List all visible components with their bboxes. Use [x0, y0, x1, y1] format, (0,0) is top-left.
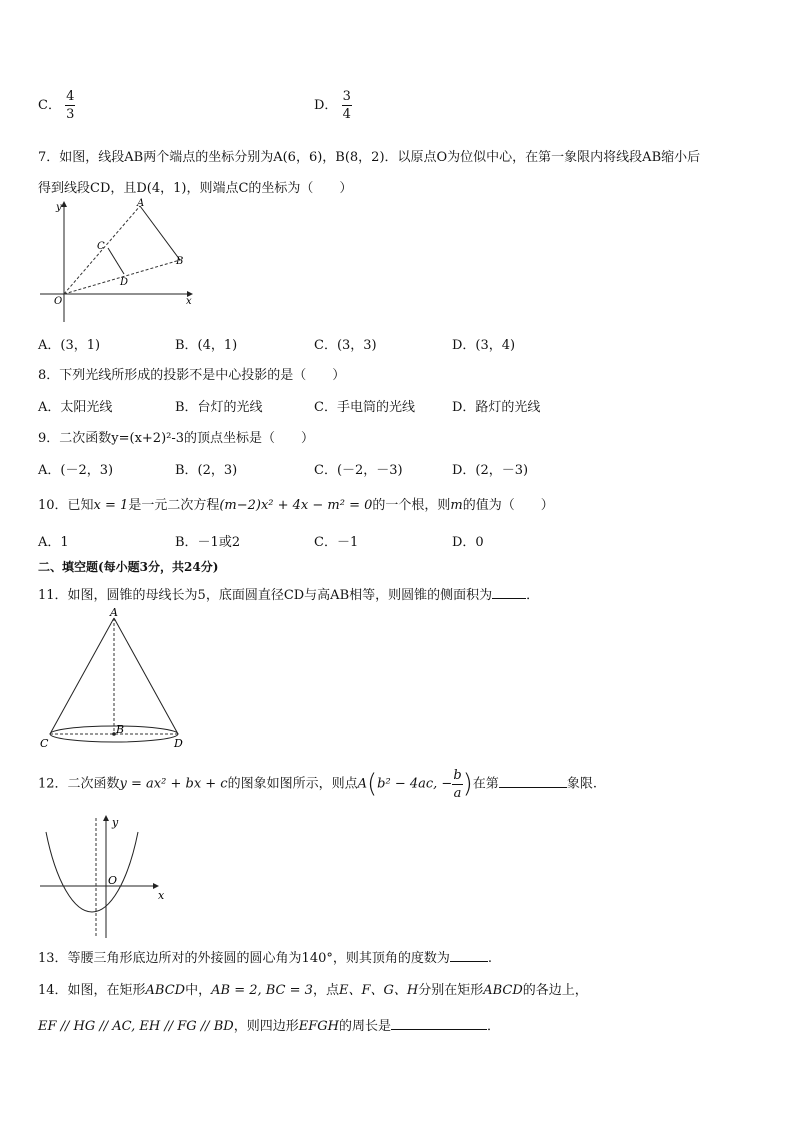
q9-option-a: A．(－2，3): [38, 463, 114, 478]
q7-label-o: O: [54, 296, 63, 307]
q11-slant-left: [50, 618, 114, 734]
q12-eq: y = ax² + bx + c: [119, 776, 228, 792]
q9-question: 9．二次函数y=(x+2)²-3的顶点坐标是（ ）: [38, 431, 315, 446]
q7-label-b: B: [176, 256, 184, 267]
q9-option-d: D．(2，－3): [452, 463, 529, 478]
q11-slant-right: [114, 618, 178, 734]
q13-question: 13．等腰三角形底边所对的外接圆的圆心角为140°，则其顶角的度数为 .: [38, 951, 492, 966]
q11-label-d: D: [174, 737, 183, 750]
q12-label-o: O: [108, 874, 118, 887]
q11-label-b: B: [116, 723, 125, 736]
q10-option-c: C．－1: [314, 535, 359, 550]
q9-option-b: B．(2，3): [175, 463, 238, 478]
q7-figure: [34, 198, 204, 328]
q7-label-x: x: [186, 296, 192, 307]
q6-option-d-fraction: $\frac{3}{4}$: [342, 89, 351, 122]
q8-option-c: C．手电筒的光线: [314, 400, 415, 415]
q7-label-d: D: [120, 277, 129, 288]
q12-parabola: [46, 832, 138, 912]
q10-eq2: (m−2)x² + 4x − m² = 0: [219, 498, 373, 513]
q13-answer-blank[interactable]: [450, 961, 488, 962]
q7-label-c: C: [97, 241, 105, 252]
q12-question: 12．二次函数y = ax² + bx + c的图象如图所示，则点A(b² − 4ac, − $\frac{b}{a}$ )在第 象限.: [38, 767, 597, 801]
q6-option-d: D． $\frac{3}{4}$: [314, 89, 351, 122]
q6-option-c: C． $\frac{4}{3}$: [38, 89, 75, 122]
q7-line2: 得到线段CD，且D(4，1)，则端点C的坐标为（ ）: [38, 181, 353, 196]
q14-line2: EF // HG // AC, EH // FG // BD，则四边形EFGH的周长是 ．: [38, 1019, 500, 1034]
q7-option-b: B．(4，1): [175, 338, 238, 353]
q12-parabola-figure: [36, 812, 176, 942]
q7-label-a: A: [137, 198, 145, 209]
q7-option-c: C．(3，3): [314, 338, 377, 353]
q8-question: 8．下列光线所形成的投影不是中心投影的是（ ）: [38, 368, 346, 383]
q14-line1: 14．如图，在矩形ABCD中，AB = 2, BC = 3，点E、F、G、H分别在矩形ABCD的各边上，: [38, 983, 588, 998]
q11-cone-figure: [36, 604, 196, 754]
q12-fraction: $\frac{b}{a}$: [453, 767, 462, 801]
q7-line1: 7．如图，线段AB两个端点的坐标分别为A(6，6)，B(8，2)．以原点O为位似中心，在第一象限内将线段AB缩小后: [38, 150, 701, 165]
q10-option-d: D．0: [452, 535, 484, 550]
q7-label-y: y: [56, 202, 62, 213]
q8-option-b: B．台灯的光线: [175, 400, 263, 415]
q10-option-b: B．－1或2: [175, 535, 241, 550]
q6-option-c-fraction: $\frac{4}{3}$: [66, 89, 75, 122]
q11-label-a: A: [110, 606, 118, 619]
q11-question: 11．如图，圆锥的母线长为5，底面圆直径CD与高AB相等，则圆锥的侧面积为 ．: [38, 588, 540, 603]
q10-question: 10．已知x = 1是一元二次方程(m−2)x² + 4x − m² = 0的一个根，则m的值为（ ）: [38, 498, 554, 513]
q7-option-d: D．(3，4): [452, 338, 516, 353]
q14-answer-blank[interactable]: [391, 1029, 487, 1030]
q11-label-c: C: [40, 737, 49, 750]
q7-segment-ab: [140, 206, 180, 260]
q10-eq1: x = 1: [93, 498, 129, 513]
q12-answer-blank[interactable]: [499, 787, 567, 788]
q7-option-a: A．(3，1): [38, 338, 101, 353]
q12-label-y: y: [112, 816, 119, 829]
q7-segment-cd: [108, 248, 124, 274]
q12-label-x: x: [158, 889, 165, 902]
q11-answer-blank[interactable]: [492, 598, 526, 599]
q8-option-d: D．路灯的光线: [452, 400, 541, 415]
section-2-title: 二、填空题(每小题3分，共24分): [38, 560, 219, 574]
q8-option-a: A．太阳光线: [38, 400, 113, 415]
q9-option-c: C．(－2，－3): [314, 463, 403, 478]
q10-option-a: A．1: [38, 535, 69, 550]
